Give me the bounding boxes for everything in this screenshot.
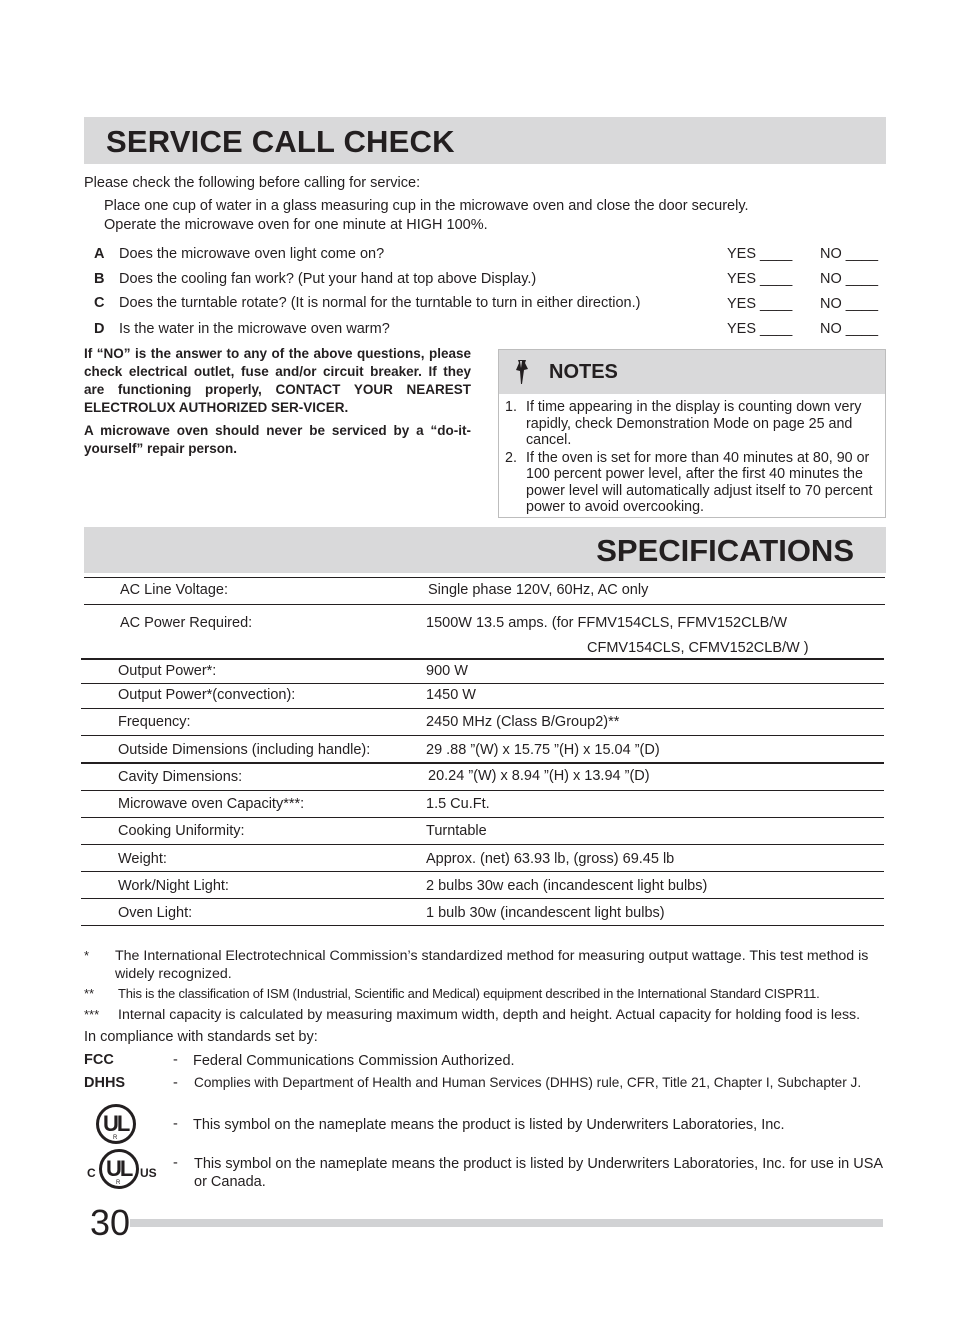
notes-header	[499, 350, 885, 394]
service-warning	[84, 345, 471, 463]
dhhs-label: DHHS	[84, 1075, 126, 1091]
spec-label: Output Power*(convection):	[118, 687, 296, 703]
registered-mark: R	[113, 1135, 118, 1141]
table-rule	[81, 871, 884, 872]
dhhs-text: Complies with Department of Health and Human Services (DHHS) rule, CFR, Title 21, Chapter I, Subchapter J.	[194, 1075, 862, 1090]
spec-value: 1500W 13.5 amps. (for FFMV154CLS, FFMV152CLB/W	[426, 615, 788, 631]
spec-value: 900 W	[426, 663, 468, 679]
question-letter: B	[94, 271, 105, 287]
table-rule	[81, 844, 884, 845]
specifications-banner	[84, 527, 886, 573]
footnote-mark: **	[84, 986, 95, 1001]
note-text: If time appearing in the display is counting down very rapidly, check Demonstration Mode on page 25 and cancel.	[526, 399, 862, 448]
ul-mark-text: UL	[103, 1111, 129, 1136]
footnote-text: This is the classification of ISM (Industrial, Scientific and Medical) equipment described in the International Standard CISPR11.	[118, 986, 820, 1001]
table-rule	[81, 790, 884, 791]
yes-blank: YES ____	[727, 321, 793, 337]
question-letter: D	[94, 321, 105, 337]
dash: -	[173, 1155, 178, 1171]
note-item	[505, 450, 879, 516]
spec-value: 20.24 ”(W) x 8.94 ”(H) x 13.94 ”(D)	[428, 768, 650, 784]
spec-label: Oven Light:	[118, 905, 193, 921]
spec-label: AC Power Required:	[120, 615, 253, 631]
c-mark: C	[87, 1166, 96, 1180]
spec-label: Frequency:	[118, 714, 191, 730]
footnote-text	[115, 947, 885, 983]
table-rule	[81, 708, 884, 709]
yes-blank: YES ____	[727, 296, 793, 312]
table-rule	[84, 604, 885, 605]
question-letter: A	[94, 246, 105, 262]
table-rule	[84, 577, 885, 578]
spec-value: 2 bulbs 30w each (incandescent light bulbs)	[426, 878, 708, 894]
warning-paragraph: A microwave oven should never be serviced by a “do-it-yourself” repair person.	[84, 423, 471, 456]
spec-label: Weight:	[118, 851, 167, 867]
note-number: 2.	[505, 449, 517, 466]
table-rule	[81, 658, 884, 660]
spec-value: 2450 MHz (Class B/Group2)**	[426, 714, 620, 730]
spec-label: Microwave oven Capacity***:	[118, 796, 305, 812]
ul-text: This symbol on the nameplate means the product is listed by Underwriters Laboratories, Inc.	[193, 1117, 785, 1133]
notes-list	[505, 399, 879, 516]
spec-label: Cavity Dimensions:	[118, 769, 243, 785]
spec-value: 29 .88 ”(W) x 15.75 ”(H) x 15.04 ”(D)	[426, 742, 660, 758]
spec-value: 1 bulb 30w (incandescent light bulbs)	[426, 905, 665, 921]
instruction-line: Place one cup of water in a glass measuring cup in the microwave oven and close the door securely.	[104, 198, 749, 214]
question-text: Does the microwave oven light come on?	[119, 246, 385, 262]
service-call-check-banner	[84, 117, 886, 164]
no-blank: NO ____	[820, 246, 879, 262]
no-blank: NO ____	[820, 271, 879, 287]
yes-blank: YES ____	[727, 271, 793, 287]
table-rule	[81, 898, 884, 899]
question-text: Does the cooling fan work? (Put your hand at top above Display.)	[119, 271, 537, 287]
footnote-mark: *	[84, 948, 90, 963]
yes-blank: YES ____	[727, 246, 793, 262]
section-title: SPECIFICATIONS	[596, 533, 854, 568]
section-title: SERVICE CALL CHECK	[106, 124, 455, 159]
table-rule	[81, 683, 884, 684]
footnote-text-content: The International Electrotechnical Commission’s standardized method for measuring output wattage. This test method is widely recognized.	[115, 948, 869, 982]
note-item	[505, 399, 879, 449]
registered-mark: R	[116, 1180, 121, 1186]
compliance-intro: In compliance with standards set by:	[84, 1029, 318, 1045]
ul-listed-logo	[95, 1103, 137, 1145]
page-number: 30	[90, 1202, 131, 1243]
spec-value: 1.5 Cu.Ft.	[426, 796, 490, 812]
table-rule	[81, 817, 884, 818]
dash: -	[173, 1116, 178, 1132]
us-mark: US	[140, 1166, 157, 1180]
table-rule	[81, 735, 884, 736]
cul-us-listed-logo	[86, 1148, 158, 1190]
note-number: 1.	[505, 399, 517, 415]
spec-label: Work/Night Light:	[118, 878, 229, 894]
note-text: If the oven is set for more than 40 minutes at 80, 90 or 100 percent power level, after the first 40 minutes the power level will automatically adjust itself to 70 percent power to avoid overcooking.	[526, 449, 873, 515]
question-text: Is the water in the microwave oven warm?	[119, 321, 390, 337]
warning-paragraph: If “NO” is the answer to any of the above questions, please check electrical outlet, fuse and/or circuit breaker. If they are functioning properly, CONTACT YOUR NEAREST ELECTROLUX AUTHORIZED SER-VICER.	[84, 346, 471, 415]
spec-label: AC Line Voltage:	[120, 582, 229, 598]
table-rule	[81, 762, 884, 764]
question-letter: C	[94, 295, 105, 311]
no-blank: NO ____	[820, 321, 879, 337]
spec-value: Single phase 120V, 60Hz, AC only	[428, 582, 649, 598]
footnote-text: Internal capacity is calculated by measuring maximum width, depth and height. Actual capacity for holding food is less.	[118, 1007, 861, 1023]
spec-value: Turntable	[426, 823, 487, 839]
footnote-mark: ***	[84, 1007, 100, 1022]
notes-title: NOTES	[549, 361, 618, 383]
question-text: Does the turntable rotate? (It is normal for the turntable to turn in either direction.)	[119, 295, 641, 311]
pushpin-icon	[513, 358, 533, 391]
service-intro: Please check the following before calling for service:	[84, 175, 421, 191]
page-footer-bar	[130, 1219, 883, 1227]
fcc-label: FCC	[84, 1052, 114, 1068]
spec-value-continued: CFMV154CLS, CFMV152CLB/W )	[587, 640, 809, 656]
spec-label: Outside Dimensions (including handle):	[118, 742, 371, 758]
table-rule	[81, 925, 884, 926]
instruction-line: Operate the microwave oven for one minute at HIGH 100%.	[104, 217, 488, 233]
no-blank: NO ____	[820, 296, 879, 312]
cul-text: This symbol on the nameplate means the product is listed by Underwriters Laboratories, Inc. for use in USA or Canada.	[194, 1156, 883, 1190]
notes-box	[498, 349, 886, 518]
spec-label: Output Power*:	[118, 663, 217, 679]
dash: -	[173, 1075, 178, 1091]
fcc-text: Federal Communications Commission Authorized.	[193, 1053, 515, 1069]
ul-mark-text: UL	[106, 1156, 132, 1181]
spec-label: Cooking Uniformity:	[118, 823, 245, 839]
dash: -	[173, 1052, 178, 1068]
spec-value: 1450 W	[426, 687, 476, 703]
spec-value: Approx. (net) 63.93 lb, (gross) 69.45 lb	[426, 851, 675, 867]
